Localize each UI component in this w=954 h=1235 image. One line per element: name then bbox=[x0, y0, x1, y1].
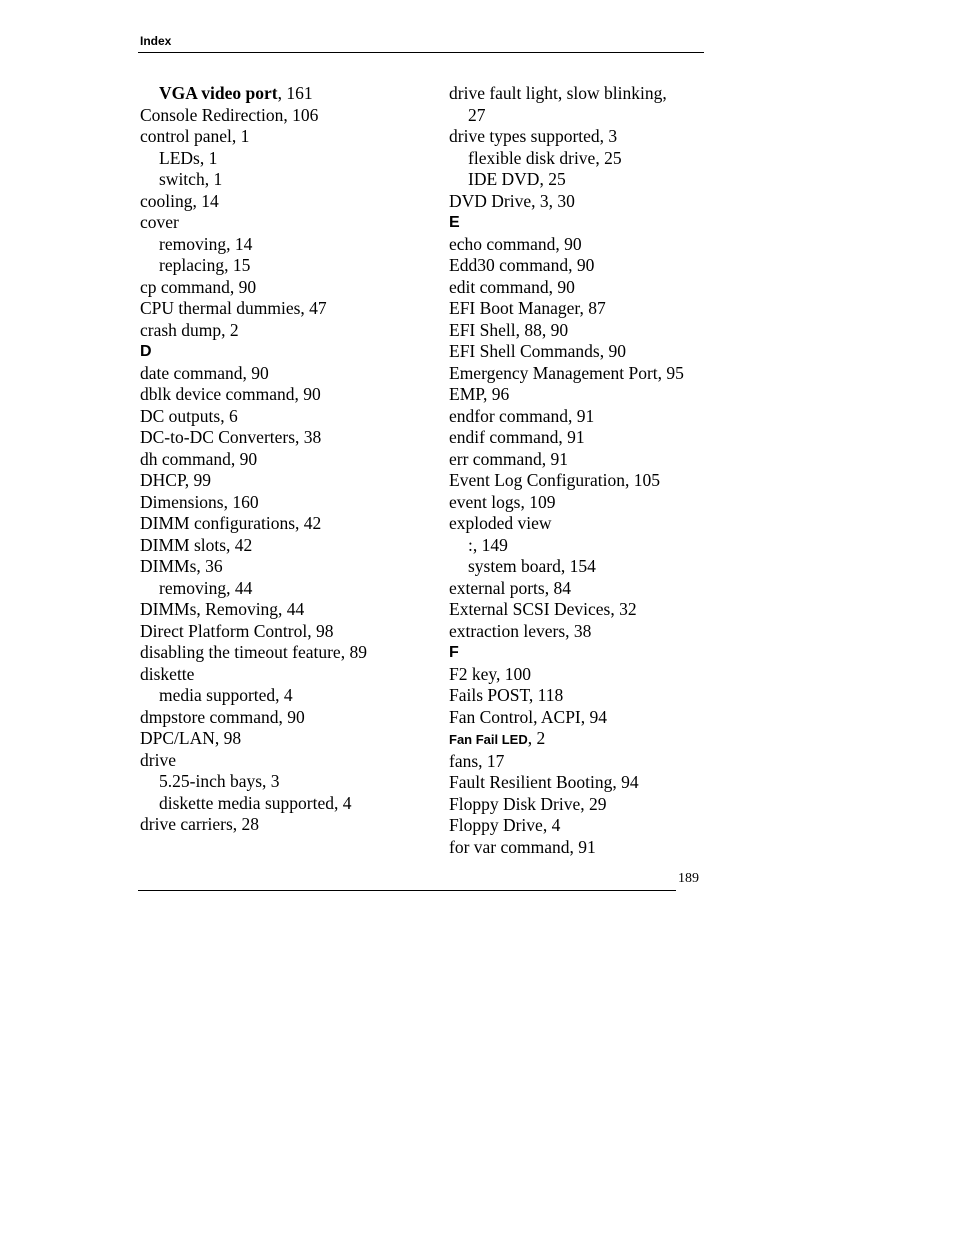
index-subentry: diskette media supported, 4 bbox=[159, 792, 352, 813]
index-entry: DC outputs, 6 bbox=[140, 405, 238, 426]
index-entry: control panel, 1 bbox=[140, 126, 250, 146]
index-subentry: switch, 1 bbox=[159, 169, 223, 189]
index-entry: DHCP, 99 bbox=[140, 470, 211, 490]
index-entry: for var command, 91 bbox=[449, 836, 596, 857]
index-entry: Floppy Disk Drive, 29 bbox=[449, 793, 607, 814]
index-entry: Direct Platform Control, 98 bbox=[140, 620, 334, 641]
index-entry bbox=[140, 83, 440, 105]
index-letter-heading: F bbox=[449, 644, 459, 661]
index-entry: exploded view bbox=[449, 513, 552, 533]
index-page-ref: , 161 bbox=[277, 83, 313, 103]
index-entry: fans, 17 bbox=[449, 750, 505, 771]
index-subentry: removing, 44 bbox=[159, 577, 253, 598]
index-letter-heading: E bbox=[449, 214, 460, 231]
index-entry: drive bbox=[140, 749, 176, 770]
index-entry: external ports, 84 bbox=[449, 577, 571, 598]
index-entry: EFI Shell Commands, 90 bbox=[449, 341, 626, 361]
index-subentry: system board, 154 bbox=[468, 556, 596, 576]
header-rule bbox=[138, 52, 704, 53]
index-entry: Emergency Management Port, 95 bbox=[449, 362, 684, 383]
index-subentry: 5.25-inch bays, 3 bbox=[159, 771, 280, 791]
index-entry: cp command, 90 bbox=[140, 276, 257, 297]
index-entry: dmpstore command, 90 bbox=[140, 706, 305, 727]
index-entry: F2 key, 100 bbox=[449, 663, 531, 684]
index-entry: cooling, 14 bbox=[140, 190, 219, 211]
index-entry: CPU thermal dummies, 47 bbox=[140, 298, 327, 318]
index-entry: drive carriers, 28 bbox=[140, 814, 260, 834]
index-subentry: :, 149 bbox=[468, 534, 508, 555]
index-entry: EFI Boot Manager, 87 bbox=[449, 298, 606, 318]
footer-rule bbox=[138, 890, 676, 891]
index-entry: date command, 90 bbox=[140, 362, 269, 383]
index-entry: err command, 91 bbox=[449, 448, 569, 469]
index-entry: endfor command, 91 bbox=[449, 405, 595, 426]
index-letter-heading: D bbox=[140, 343, 152, 360]
index-entry: crash dump, 2 bbox=[140, 319, 239, 340]
index-term-sans-bold: Fan Fail LED bbox=[449, 732, 528, 747]
index-entry: Dimensions, 160 bbox=[140, 491, 259, 512]
index-entry: DVD Drive, 3, 30 bbox=[449, 190, 575, 211]
index-subentry: removing, 14 bbox=[159, 233, 253, 254]
index-entry: Event Log Configuration, 105 bbox=[449, 470, 660, 490]
index-entry: event logs, 109 bbox=[449, 491, 556, 512]
index-entry: diskette bbox=[140, 663, 195, 684]
index-entry: echo command, 90 bbox=[449, 233, 582, 254]
index-entry: dblk device command, 90 bbox=[140, 384, 321, 404]
index-entry: DIMMs, 36 bbox=[140, 556, 223, 576]
index-entry: Console Redirection, 106 bbox=[140, 104, 319, 125]
index-entry: Edd30 command, 90 bbox=[449, 255, 595, 275]
index-entry: DC-to-DC Converters, 38 bbox=[140, 427, 322, 447]
index-subentry: flexible disk drive, 25 bbox=[468, 147, 622, 168]
page-number: 189 bbox=[678, 871, 699, 886]
index-subentry: media supported, 4 bbox=[159, 685, 293, 705]
index-entry: extraction levers, 38 bbox=[449, 620, 592, 641]
index-entry: edit command, 90 bbox=[449, 276, 575, 297]
index-entry: DIMMs, Removing, 44 bbox=[140, 599, 305, 619]
index-entry: EMP, 96 bbox=[449, 384, 510, 404]
index-entry: drive types supported, 3 bbox=[449, 126, 618, 146]
index-subentry: LEDs, 1 bbox=[159, 147, 218, 168]
running-header: Index bbox=[140, 34, 172, 48]
index-entry: Fault Resilient Booting, 94 bbox=[449, 772, 639, 792]
index-subentry: replacing, 15 bbox=[159, 255, 251, 275]
index-subentry: IDE DVD, 25 bbox=[468, 169, 566, 189]
index-entry-continuation: 27 bbox=[468, 104, 486, 125]
index-term-bold: VGA video port bbox=[159, 83, 278, 103]
index-entry: DIMM slots, 42 bbox=[140, 534, 253, 555]
index-entry: DIMM configurations, 42 bbox=[140, 513, 322, 533]
index-entry bbox=[449, 728, 719, 751]
index-entry: External SCSI Devices, 32 bbox=[449, 599, 637, 619]
index-entry: DPC/LAN, 98 bbox=[140, 728, 242, 748]
index-entry: endif command, 91 bbox=[449, 427, 585, 447]
index-entry: Fails POST, 118 bbox=[449, 685, 564, 705]
index-page-ref: , 2 bbox=[527, 728, 546, 748]
index-entry: Floppy Drive, 4 bbox=[449, 815, 561, 835]
index-entry: EFI Shell, 88, 90 bbox=[449, 319, 569, 340]
index-column-left bbox=[140, 83, 440, 836]
index-column-right bbox=[449, 83, 719, 858]
index-entry: Fan Control, ACPI, 94 bbox=[449, 706, 608, 727]
index-entry: dh command, 90 bbox=[140, 448, 258, 469]
index-entry: drive fault light, slow blinking, bbox=[449, 83, 667, 103]
index-entry: cover bbox=[140, 212, 179, 232]
index-entry: disabling the timeout feature, 89 bbox=[140, 642, 367, 662]
